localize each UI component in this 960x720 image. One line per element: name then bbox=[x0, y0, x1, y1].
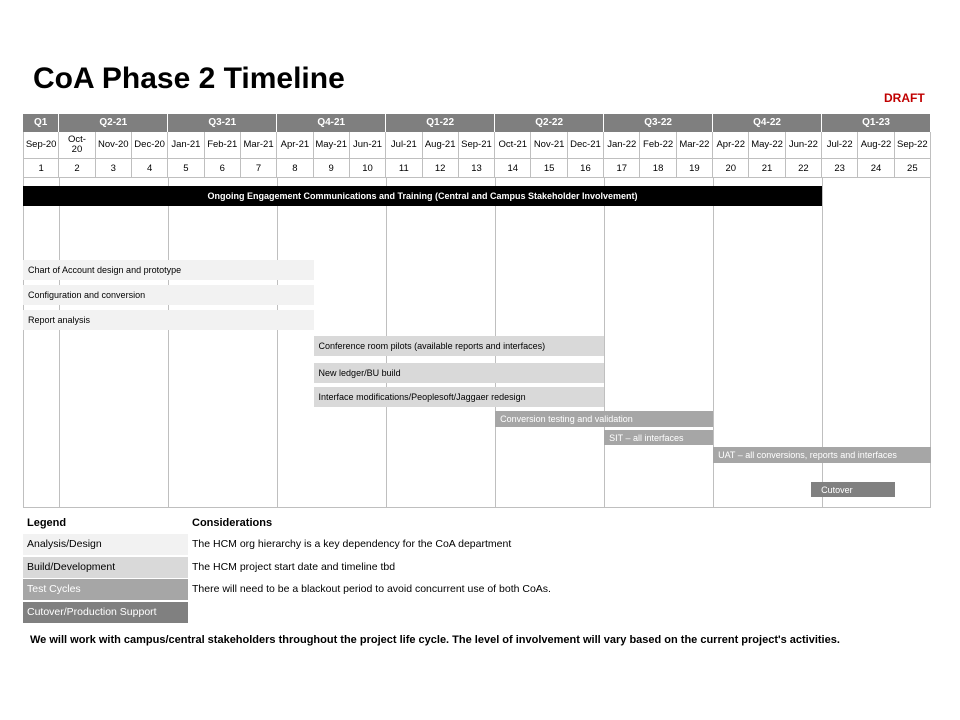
month-header: Sep-20 bbox=[23, 132, 59, 159]
month-header: Nov-21 bbox=[531, 132, 567, 159]
draft-label: DRAFT bbox=[884, 91, 925, 105]
month-header: Apr-21 bbox=[277, 132, 313, 159]
task-bar: Cutover bbox=[811, 482, 895, 497]
period-number: 18 bbox=[640, 159, 676, 178]
month-header: Apr-22 bbox=[713, 132, 749, 159]
considerations-heading: Considerations bbox=[192, 517, 273, 529]
period-number: 20 bbox=[713, 159, 749, 178]
quarter-divider bbox=[604, 178, 605, 508]
period-number: 22 bbox=[786, 159, 822, 178]
period-number: 2 bbox=[59, 159, 95, 178]
month-header: Nov-20 bbox=[96, 132, 132, 159]
month-header: Feb-21 bbox=[205, 132, 241, 159]
month-header: Jul-22 bbox=[822, 132, 858, 159]
month-header: Jun-22 bbox=[786, 132, 822, 159]
task-bar: Interface modifications/Peoplesoft/Jaggaer redesign bbox=[314, 387, 605, 407]
quarter-header: Q2-21 bbox=[59, 114, 168, 132]
legend-item: Build/Development bbox=[23, 557, 188, 578]
month-header: Oct-21 bbox=[495, 132, 531, 159]
consideration-item: There will need to be a blackout period to avoid concurrent use of both CoAs. bbox=[192, 583, 551, 595]
period-number: 16 bbox=[568, 159, 604, 178]
considerations bbox=[192, 514, 792, 602]
footer-note: We will work with campus/central stakeholders throughout the project life cycle. The level of involvement will vary based on the current project's activities. bbox=[30, 634, 840, 646]
period-number: 9 bbox=[314, 159, 350, 178]
month-header: Feb-22 bbox=[640, 132, 676, 159]
quarter-header: Q1-22 bbox=[386, 114, 495, 132]
period-number: 19 bbox=[677, 159, 713, 178]
period-number: 1 bbox=[23, 159, 59, 178]
period-number: 17 bbox=[604, 159, 640, 178]
quarter-divider bbox=[168, 178, 169, 508]
period-number: 8 bbox=[277, 159, 313, 178]
month-header: Oct- 20 bbox=[59, 132, 95, 159]
month-header: Jan-21 bbox=[168, 132, 204, 159]
quarter-header: Q1-23 bbox=[822, 114, 931, 132]
legend-item: Cutover/Production Support bbox=[23, 602, 188, 623]
month-header: Mar-22 bbox=[677, 132, 713, 159]
task-bar: Conversion testing and validation bbox=[495, 411, 713, 427]
quarter-header: Q3-21 bbox=[168, 114, 277, 132]
task-bar: Ongoing Engagement Communications and Training (Central and Campus Stakeholder Involvement) bbox=[23, 186, 822, 206]
month-header: May-21 bbox=[314, 132, 350, 159]
quarter-header: Q3-22 bbox=[604, 114, 713, 132]
quarter-header: Q1 bbox=[23, 114, 59, 132]
month-header: Dec-21 bbox=[568, 132, 604, 159]
legend-item: Analysis/Design bbox=[23, 534, 188, 555]
consideration-item: The HCM org hierarchy is a key dependency for the CoA department bbox=[192, 538, 512, 550]
task-bar: New ledger/BU build bbox=[314, 363, 605, 383]
month-header: May-22 bbox=[749, 132, 785, 159]
period-number: 14 bbox=[495, 159, 531, 178]
period-number: 25 bbox=[895, 159, 931, 178]
task-bar: Chart of Account design and prototype bbox=[23, 260, 314, 280]
quarter-header: Q4-22 bbox=[713, 114, 822, 132]
period-number: 21 bbox=[749, 159, 785, 178]
legend bbox=[23, 514, 188, 624]
period-number: 24 bbox=[858, 159, 894, 178]
legend-heading: Legend bbox=[27, 517, 67, 529]
considerations-items bbox=[192, 534, 792, 602]
month-header: Sep-21 bbox=[459, 132, 495, 159]
task-bar: Configuration and conversion bbox=[23, 285, 314, 305]
period-number: 7 bbox=[241, 159, 277, 178]
period-number: 6 bbox=[205, 159, 241, 178]
month-header: Jul-21 bbox=[386, 132, 422, 159]
period-number: 10 bbox=[350, 159, 386, 178]
task-bar: UAT – all conversions, reports and interfaces bbox=[713, 447, 931, 463]
legend-item: Test Cycles bbox=[23, 579, 188, 600]
quarter-divider bbox=[59, 178, 60, 508]
month-header: Mar-21 bbox=[241, 132, 277, 159]
month-header: Aug-21 bbox=[423, 132, 459, 159]
timeline-grid bbox=[23, 114, 931, 508]
legend-items bbox=[23, 534, 188, 623]
period-number: 11 bbox=[386, 159, 422, 178]
task-bar: Conference room pilots (available reports and interfaces) bbox=[314, 336, 605, 356]
period-number: 12 bbox=[423, 159, 459, 178]
period-number: 5 bbox=[168, 159, 204, 178]
quarter-divider bbox=[277, 178, 278, 508]
consideration-item: The HCM project start date and timeline tbd bbox=[192, 560, 396, 573]
period-number: 13 bbox=[459, 159, 495, 178]
period-number: 3 bbox=[96, 159, 132, 178]
month-header: Jun-21 bbox=[350, 132, 386, 159]
period-number: 23 bbox=[822, 159, 858, 178]
task-bar: SIT – all interfaces bbox=[604, 430, 713, 445]
page-title: CoA Phase 2 Timeline bbox=[33, 62, 345, 95]
month-header: Sep-22 bbox=[895, 132, 931, 159]
quarter-header: Q2-22 bbox=[495, 114, 604, 132]
quarter-header: Q4-21 bbox=[277, 114, 386, 132]
month-header: Aug-22 bbox=[858, 132, 894, 159]
task-bar: Report analysis bbox=[23, 310, 314, 330]
period-number: 4 bbox=[132, 159, 168, 178]
month-header: Dec-20 bbox=[132, 132, 168, 159]
period-number: 15 bbox=[531, 159, 567, 178]
month-header: Jan-22 bbox=[604, 132, 640, 159]
